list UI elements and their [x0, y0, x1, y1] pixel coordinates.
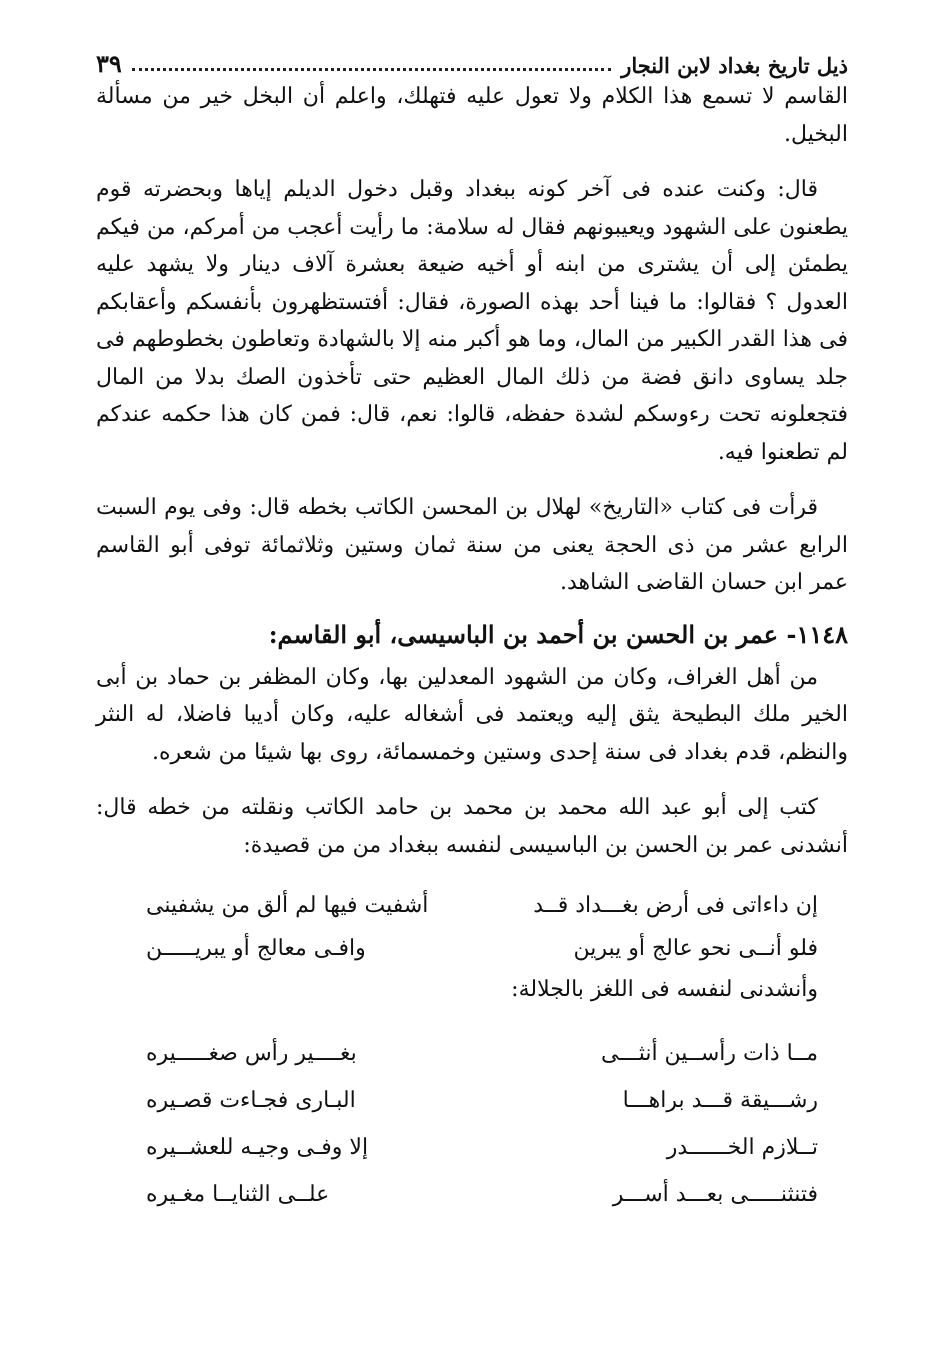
paragraph-salama-story: قال: وكنت عنده فى آخر كونه ببغداد وقبل دخول الديلم إياها وبحضرته قوم يطعنون على الشهود ويعيبونهم فقال له سلامة: ما رأيت أعجب من أمركم، من فيكم يطمئن إلى أن يشترى من ابنه أو أخيه ضيعة بعشرة آلاف دينار ولا يشهد عليه العدول ؟ فقالوا: ما فينا أحد بهذه الصورة، فقال: أفتستظهرون بأنفسكم وأعقابكم فى هذا القدر الكبير من المال، وما هو أكبر منه إلا بالشهادة وتعاطون بخطوطهم فى جلد يساوى دانق فضة من ذلك المال العظيم حتى تأخذون الصك بدلا من المال فتجعلونه تحت رءوسكم لشدة حفظه، قالوا: نعم، قال: فمن كان هذا حكمه عندكم لم تطعنوا فيه. [96, 177, 848, 465]
paragraph-hilal-history: قرأت فى كتاب «التاريخ» لهلال بن المحسن الكاتب بخطه قال: وفى يوم السبت الرابع عشر من ذى الحجة يعنى من سنة ثمان وستين وثلاثمائة توفى أبو القاسم عمر ابن حسان القاضى الشاهد. [96, 495, 848, 595]
poem-verse [96, 1030, 848, 1077]
poem-verse [96, 927, 848, 970]
page-number: ٣٩ [96, 49, 122, 78]
poem-intro: وأنشدنى لنفسه فى اللغز بالجلالة: [511, 977, 818, 1002]
verse-second-hemistich: وافـى معالج أو يبريـــــن [146, 936, 366, 961]
poem-riddle [96, 1030, 848, 1218]
running-header [96, 36, 848, 78]
book-page [96, 36, 848, 1218]
verse-first-hemistich: رشـــيقة قـــد براهـــا [622, 1088, 818, 1113]
entry-heading: ١١٤٨- عمر بن الحسن بن أحمد بن الباسيسى، أبو القاسم: [268, 619, 848, 649]
poem-verse [96, 1124, 848, 1171]
verse-first-hemistich: إن داءاتى فى أرض بغـــداد قــد [533, 893, 818, 918]
book-title: ذيل تاريخ بغداد لابن النجار [621, 53, 848, 78]
verse-second-hemistich: بغــــير رأس صغـــــيره [146, 1041, 357, 1066]
entry-transmission: كتب إلى أبو عبد الله محمد بن محمد بن حامد الكاتب ونقلته من خطه قال: أنشدنى عمر بن الحسن بن الباسيسى لنفسه ببغداد من من قصيدة: [96, 795, 848, 858]
verse-first-hemistich: مــا ذات رأســين أنثـــى [601, 1041, 818, 1066]
verse-first-hemistich: فتنثنـــــى بعـــد أســـر [612, 1182, 818, 1207]
poem-verse [96, 1077, 848, 1124]
paragraph-continuation: القاسم لا تسمع هذا الكلام ولا تعول عليه فتهلك، واعلم أن البخل خير من مسألة البخيل. [96, 84, 848, 147]
entry-biography: من أهل الغراف، وكان من الشهود المعدلين بها، وكان المظفر بن حماد بن أبى الخير ملك البطيحة يثق إليه ويعتمد فى أشغاله عليه، وكان أديبا فاضلا، له النثر والنظم، قدم بغداد فى سنة إحدى وستين وخمسمائة، روى بها شيئا من شعره. [96, 664, 848, 765]
verse-first-hemistich: فلو أنــى نحو عالج أو يبرين [573, 936, 818, 961]
verse-second-hemistich: البـارى فجـاءت قصـيره [146, 1088, 356, 1113]
verse-first-hemistich: تــلازم الخــــــدر [666, 1135, 818, 1160]
poem-verse [96, 884, 848, 927]
poem-verse [96, 1171, 848, 1218]
leader-dots [132, 68, 611, 71]
verse-second-hemistich: إلا وفـى وجيـه للعشــيره [146, 1135, 369, 1160]
verse-second-hemistich: علــى الثنايــا مغـيره [146, 1182, 330, 1207]
poem-first [96, 884, 848, 970]
verse-second-hemistich: أشفيت فيها لم ألق من يشفينى [146, 893, 429, 918]
